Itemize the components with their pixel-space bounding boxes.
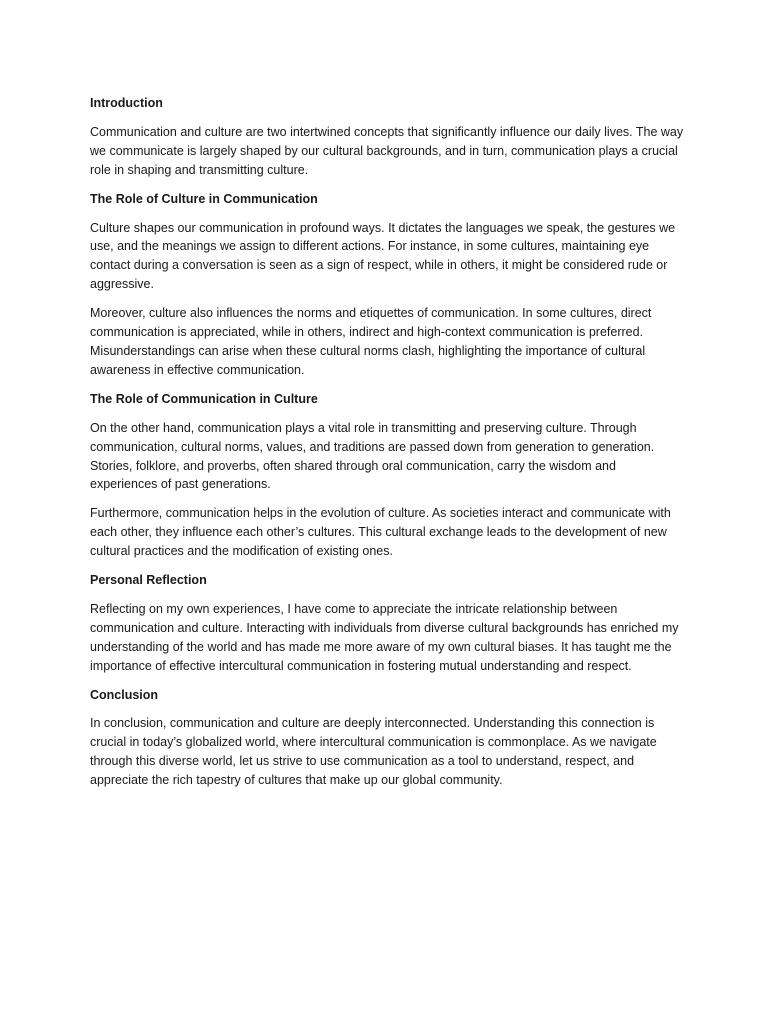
section-heading-role-of-communication: The Role of Communication in Culture: [90, 391, 318, 406]
paragraph: Culture shapes our communication in profound ways. It dictates the languages we speak, the gestures we use, and the meanings we assign to different actions. For instance, in some cultures, maintaining eye contact during a conversation is seen as a sign of respect, while in others, it might be considered rude or aggressive.: [90, 220, 676, 292]
paragraph: Communication and culture are two intertwined concepts that significantly influence our daily lives. The way we communicate is largely shaped by our cultural backgrounds, and in turn, communication plays a crucial role in shaping and transmitting culture.: [90, 124, 684, 177]
section-heading-personal-reflection: Personal Reflection: [90, 573, 207, 588]
section-heading-introduction: Introduction: [90, 96, 163, 110]
paragraph: In conclusion, communication and culture are deeply interconnected. Understanding this connection is crucial in today’s globalized world, where intercultural communication is commonplace. As we navigate through this diverse world, let us strive to use communication as a tool to understand, respect, and appreciate the rich tapestry of cultures that make up our global community.: [90, 716, 657, 788]
paragraph: Reflecting on my own experiences, I have come to appreciate the intricate relationship between communication and culture. Interacting with individuals from diverse cultural backgrounds has enriched my understanding of the world and has made me more aware of my own cultural biases. It has taught me the importance of effective intercultural communication in fostering mutual understanding and respect.: [90, 601, 679, 673]
paragraph: Moreover, culture also influences the norms and etiquettes of communication. In some cultures, direct communication is appreciated, while in others, indirect and high-context communication is preferred. Misunderstandings can arise when these cultural norms clash, highlighting the importance of cultural awareness in effective communication.: [90, 306, 652, 377]
paragraph: Furthermore, communication helps in the evolution of culture. As societies interact and communicate with each other, they influence each other’s cultures. This cultural exchange leads to the development of new cultural practices and the modification of existing ones.: [90, 506, 671, 559]
section-heading-role-of-culture: The Role of Culture in Communication: [90, 191, 318, 206]
paragraph: On the other hand, communication plays a vital role in transmitting and preserving culture. Through communication, cultural norms, values, and traditions are passed down from generation to generation. Stories, folklore, and proverbs, often shared through oral communication, carry the wisdom and experiences of past generations.: [90, 420, 655, 492]
section-heading-conclusion: Conclusion: [90, 687, 159, 702]
